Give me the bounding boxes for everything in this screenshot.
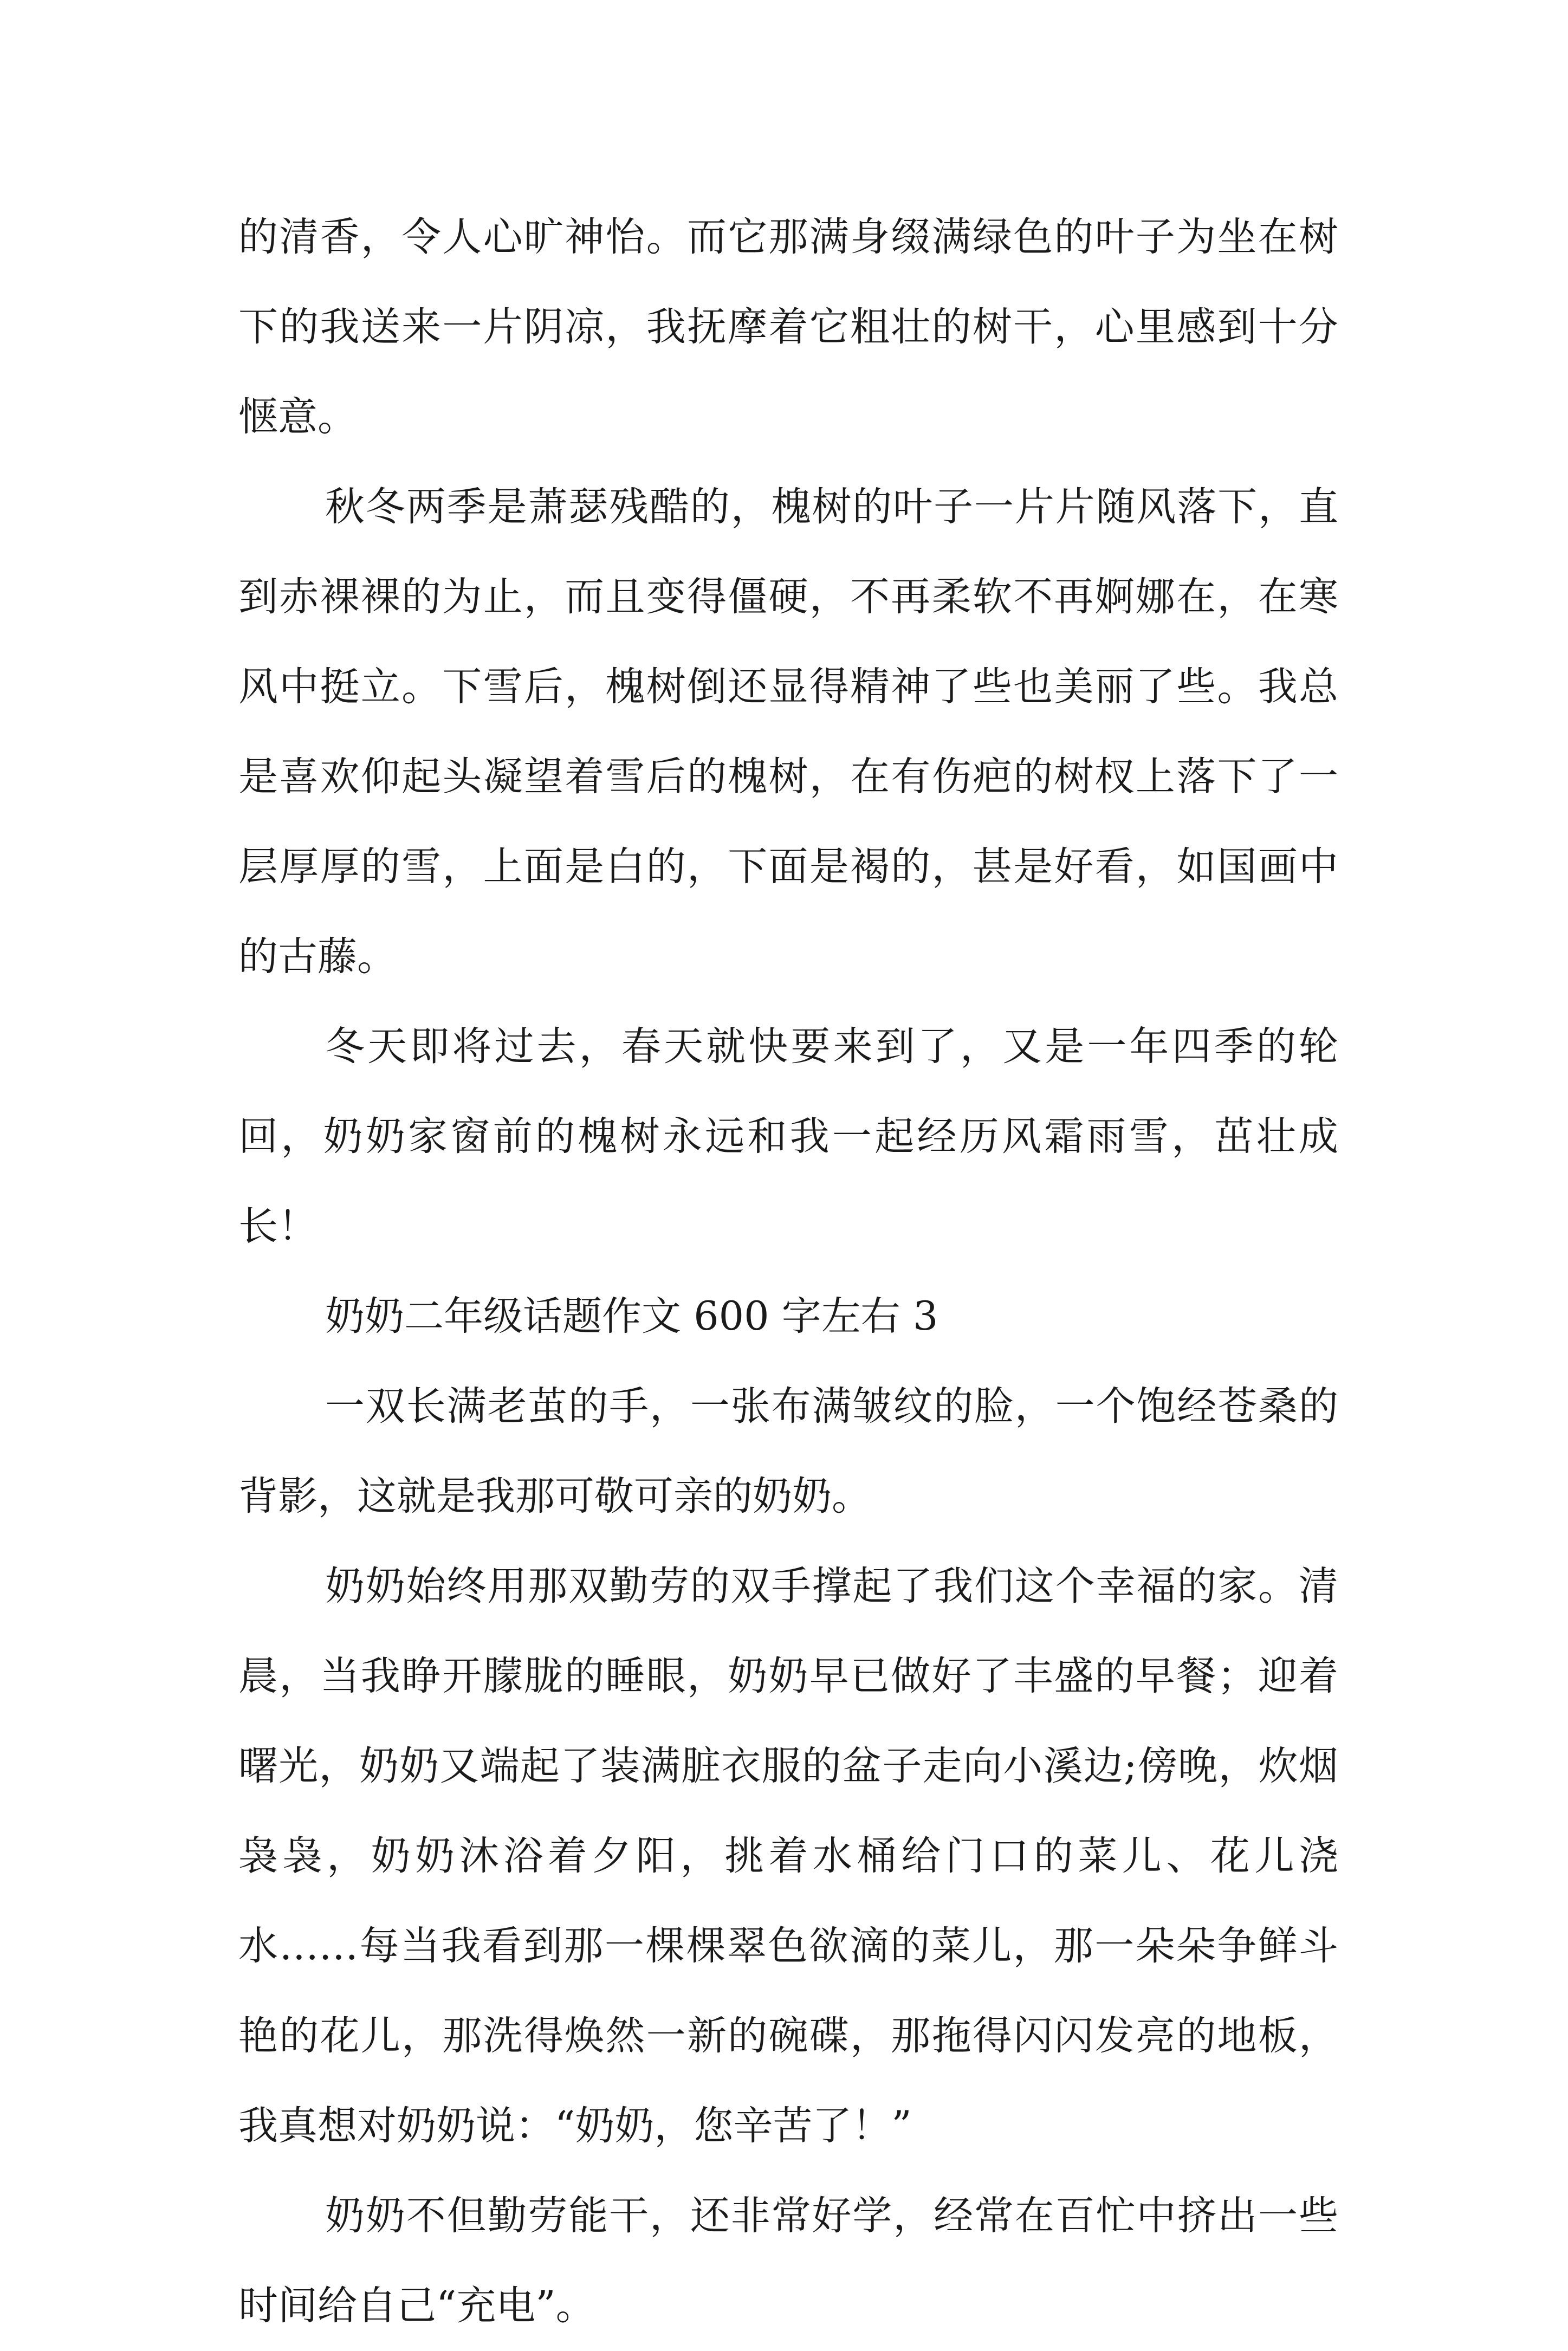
body-text — [238, 192, 1338, 2351]
paragraph-6: 奶奶不但勤劳能干，还非常好学，经常在百忙中挤出一些时间给自己“充电”。 — [238, 2193, 1338, 2329]
paragraph-5: 奶奶始终用那双勤劳的双手撑起了我们这个幸福的家。清晨，当我睁开朦胧的睡眼，奶奶早已做好了丰盛的早餐；迎着曙光，奶奶又端起了装满脏衣服的盆子走向小溪边;傍晚，炊烟袅袅，奶奶沐浴着夕阳，挑着水桶给门口的菜儿、花儿浇水……每当我看到那一棵棵翠色欲滴的菜儿，那一朵朵争鲜斗艳的花儿，那洗得焕然一新的碗碟，那拖得闪闪发亮的地板，我真想对奶奶说：“奶奶，您辛苦了！” — [238, 1563, 1338, 2149]
paragraph-2: 秋冬两季是萧瑟残酷的，槐树的叶子一片片随风落下，直到赤裸裸的为止，而且变得僵硬，不再柔软不再婀娜在，在寒风中挺立。下雪后，槐树倒还显得精神了些也美丽了些。我总是喜欢仰起头凝望着雪后的槐树，在有伤疤的树杈上落下了一层厚厚的雪，上面是白的，下面是褐的，甚是好看，如国画中的古藤。 — [238, 484, 1338, 980]
section-heading: 奶奶二年级话题作文 600 字左右 3 — [325, 1293, 938, 1339]
paragraph-4: 一双长满老茧的手，一张布满皱纹的脸，一个饱经苍桑的背影，这就是我那可敬可亲的奶奶。 — [238, 1383, 1338, 1519]
paragraph-1: 的清香，令人心旷神怡。而它那满身缀满绿色的叶子为坐在树下的我送来一片阴凉，我抚摩着它粗壮的树干，心里感到十分惬意。 — [238, 214, 1338, 440]
paragraph-3: 冬天即将过去，春天就快要来到了，又是一年四季的轮回，奶奶家窗前的槐树永远和我一起经历风霜雨雪，茁壮成长！ — [238, 1024, 1338, 1249]
